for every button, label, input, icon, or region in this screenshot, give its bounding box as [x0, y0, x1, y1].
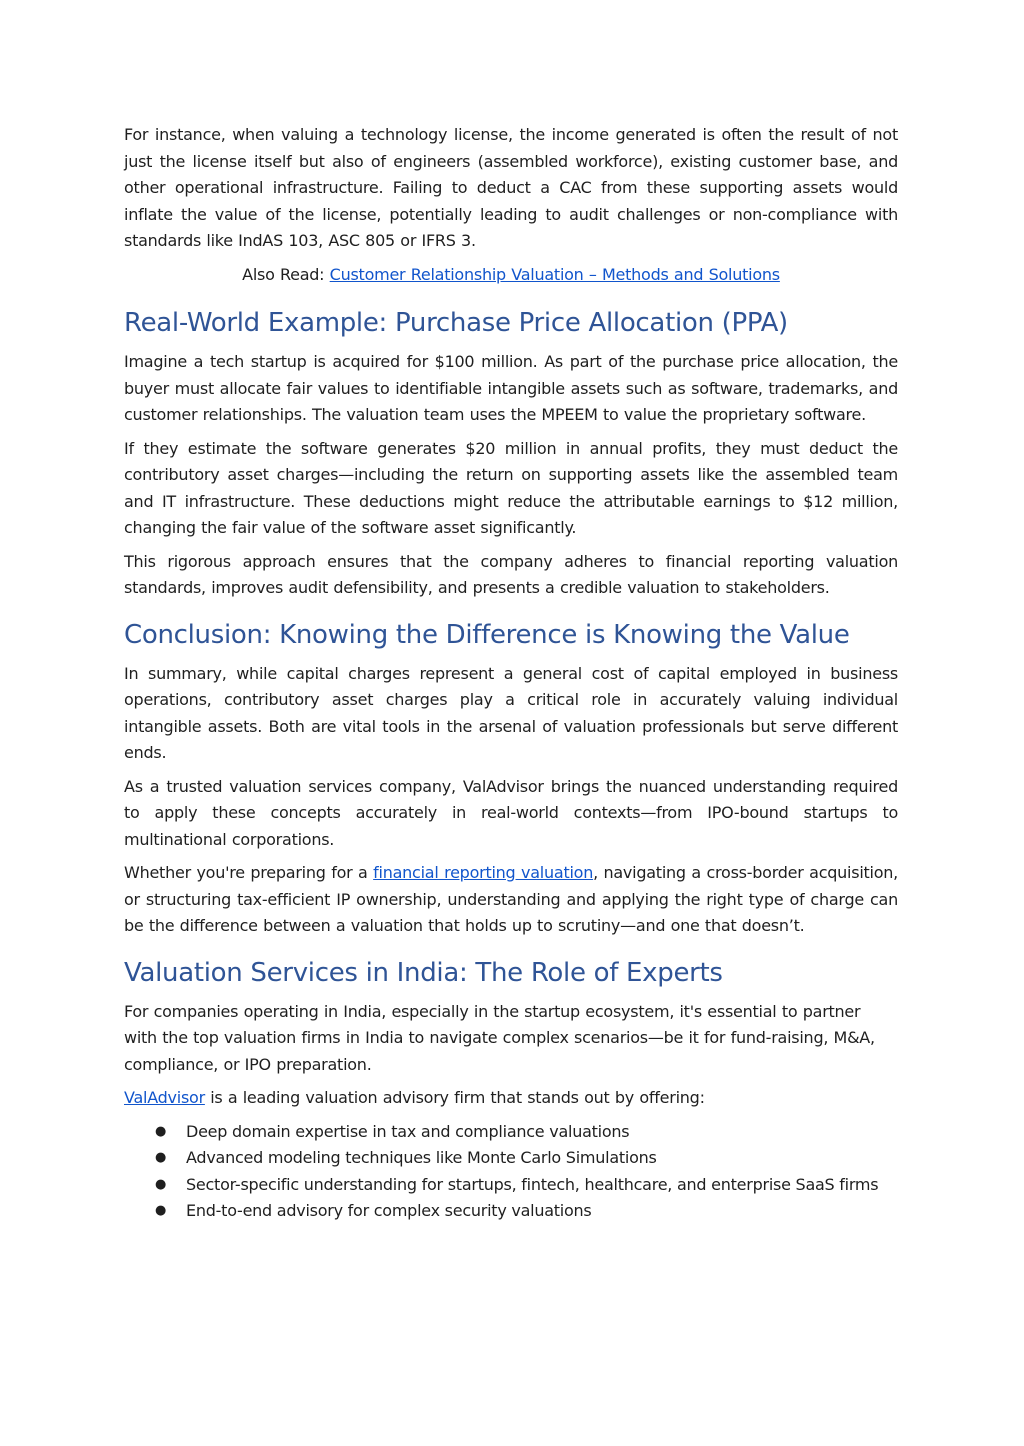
india-paragraph-1: For companies operating in India, especially in the startup ecosystem, it's essential to partner with the top valuation firms in India to navigate complex scenarios—be it for fund-raising, M&A, compliance, or IPO preparation.	[124, 1001, 875, 1074]
heading-india: Valuation Services in India: The Role of Experts	[124, 957, 723, 988]
conclusion-paragraph-3	[124, 860, 898, 940]
bullet-icon: ●	[155, 1150, 167, 1165]
offerings-list	[124, 1119, 898, 1225]
conclusion-p3-prefix: Whether you're preparing for a	[124, 863, 374, 882]
document-page	[124, 122, 898, 1225]
intro-paragraph: For instance, when valuing a technology license, the income generated is often the result of not just the license itself but also of engineers (assembled workforce), existing customer base, and other operational infrastructure. Failing to deduct a CAC from these supporting assets would inflate the value of the license, potentially leading to audit challenges or non-compliance with standards like IndAS 103, ASC 805 or IFRS 3.	[124, 125, 898, 250]
bullet-icon: ●	[155, 1176, 167, 1192]
also-read-link[interactable]: Customer Relationship Valuation – Methods and Solutions	[329, 264, 780, 284]
conclusion-paragraph-2: As a trusted valuation services company, ValAdvisor brings the nuanced understanding required to apply these concepts accurately in real-world contexts—from IPO-bound startups to multinational corporations.	[124, 776, 898, 849]
list-item-text: Sector-specific understanding for startups, fintech, healthcare, and enterprise SaaS firms	[186, 1174, 879, 1194]
list-item-text: Deep domain expertise in tax and compliance valuations	[186, 1121, 630, 1141]
also-read-line	[124, 262, 898, 289]
list-item-text: End-to-end advisory for complex security valuations	[186, 1201, 592, 1220]
ppa-paragraph-3: This rigorous approach ensures that the company adheres to financial reporting valuation standards, improves audit defensibility, and presents a credible valuation to stakeholders.	[124, 551, 898, 597]
list-item-text: Advanced modeling techniques like Monte Carlo Simulations	[186, 1148, 657, 1167]
list-item	[124, 1145, 898, 1172]
ppa-paragraph-2: If they estimate the software generates $20 million in annual profits, they must deduct the contributory asset charges—including the return on supporting assets like the assembled team and IT infrastructure. These deductions might reduce the attributable earnings to $12 million, changing the fair value of the software asset significantly.	[124, 438, 898, 537]
heading-ppa: Real-World Example: Purchase Price Allocation (PPA)	[124, 308, 788, 338]
financial-reporting-valuation-link[interactable]: financial reporting valuation	[373, 863, 594, 882]
bullet-icon: ●	[155, 1203, 167, 1218]
list-item	[124, 1119, 898, 1146]
india-p2-suffix: is a leading valuation advisory firm that stands out by offering:	[204, 1088, 705, 1107]
bullet-icon: ●	[155, 1123, 167, 1139]
conclusion-p3-suffix: , navigating a cross-border acquisition, or structuring tax-efficient IP ownership, understanding and applying the right type of charge can be the difference between a valuation that holds up to scrutiny—and one that doesn’t.	[124, 863, 899, 935]
list-item	[124, 1172, 898, 1199]
india-paragraph-2	[124, 1085, 898, 1112]
also-read-prefix: Also Read:	[242, 264, 330, 284]
valadvisor-link[interactable]: ValAdvisor	[124, 1088, 205, 1107]
ppa-paragraph-1: Imagine a tech startup is acquired for $100 million. As part of the purchase price allocation, the buyer must allocate fair values to identifiable intangible assets such as software, trademarks, and customer relationships. The valuation team uses the MPEEM to value the proprietary software.	[124, 352, 898, 424]
list-item	[124, 1198, 898, 1225]
heading-conclusion: Conclusion: Knowing the Difference is Knowing the Value	[124, 619, 850, 650]
conclusion-paragraph-1: In summary, while capital charges represent a general cost of capital employed in business operations, contributory asset charges play a critical role in accurately valuing individual intangible assets. Both are vital tools in the arsenal of valuation professionals but serve different ends.	[124, 663, 898, 762]
